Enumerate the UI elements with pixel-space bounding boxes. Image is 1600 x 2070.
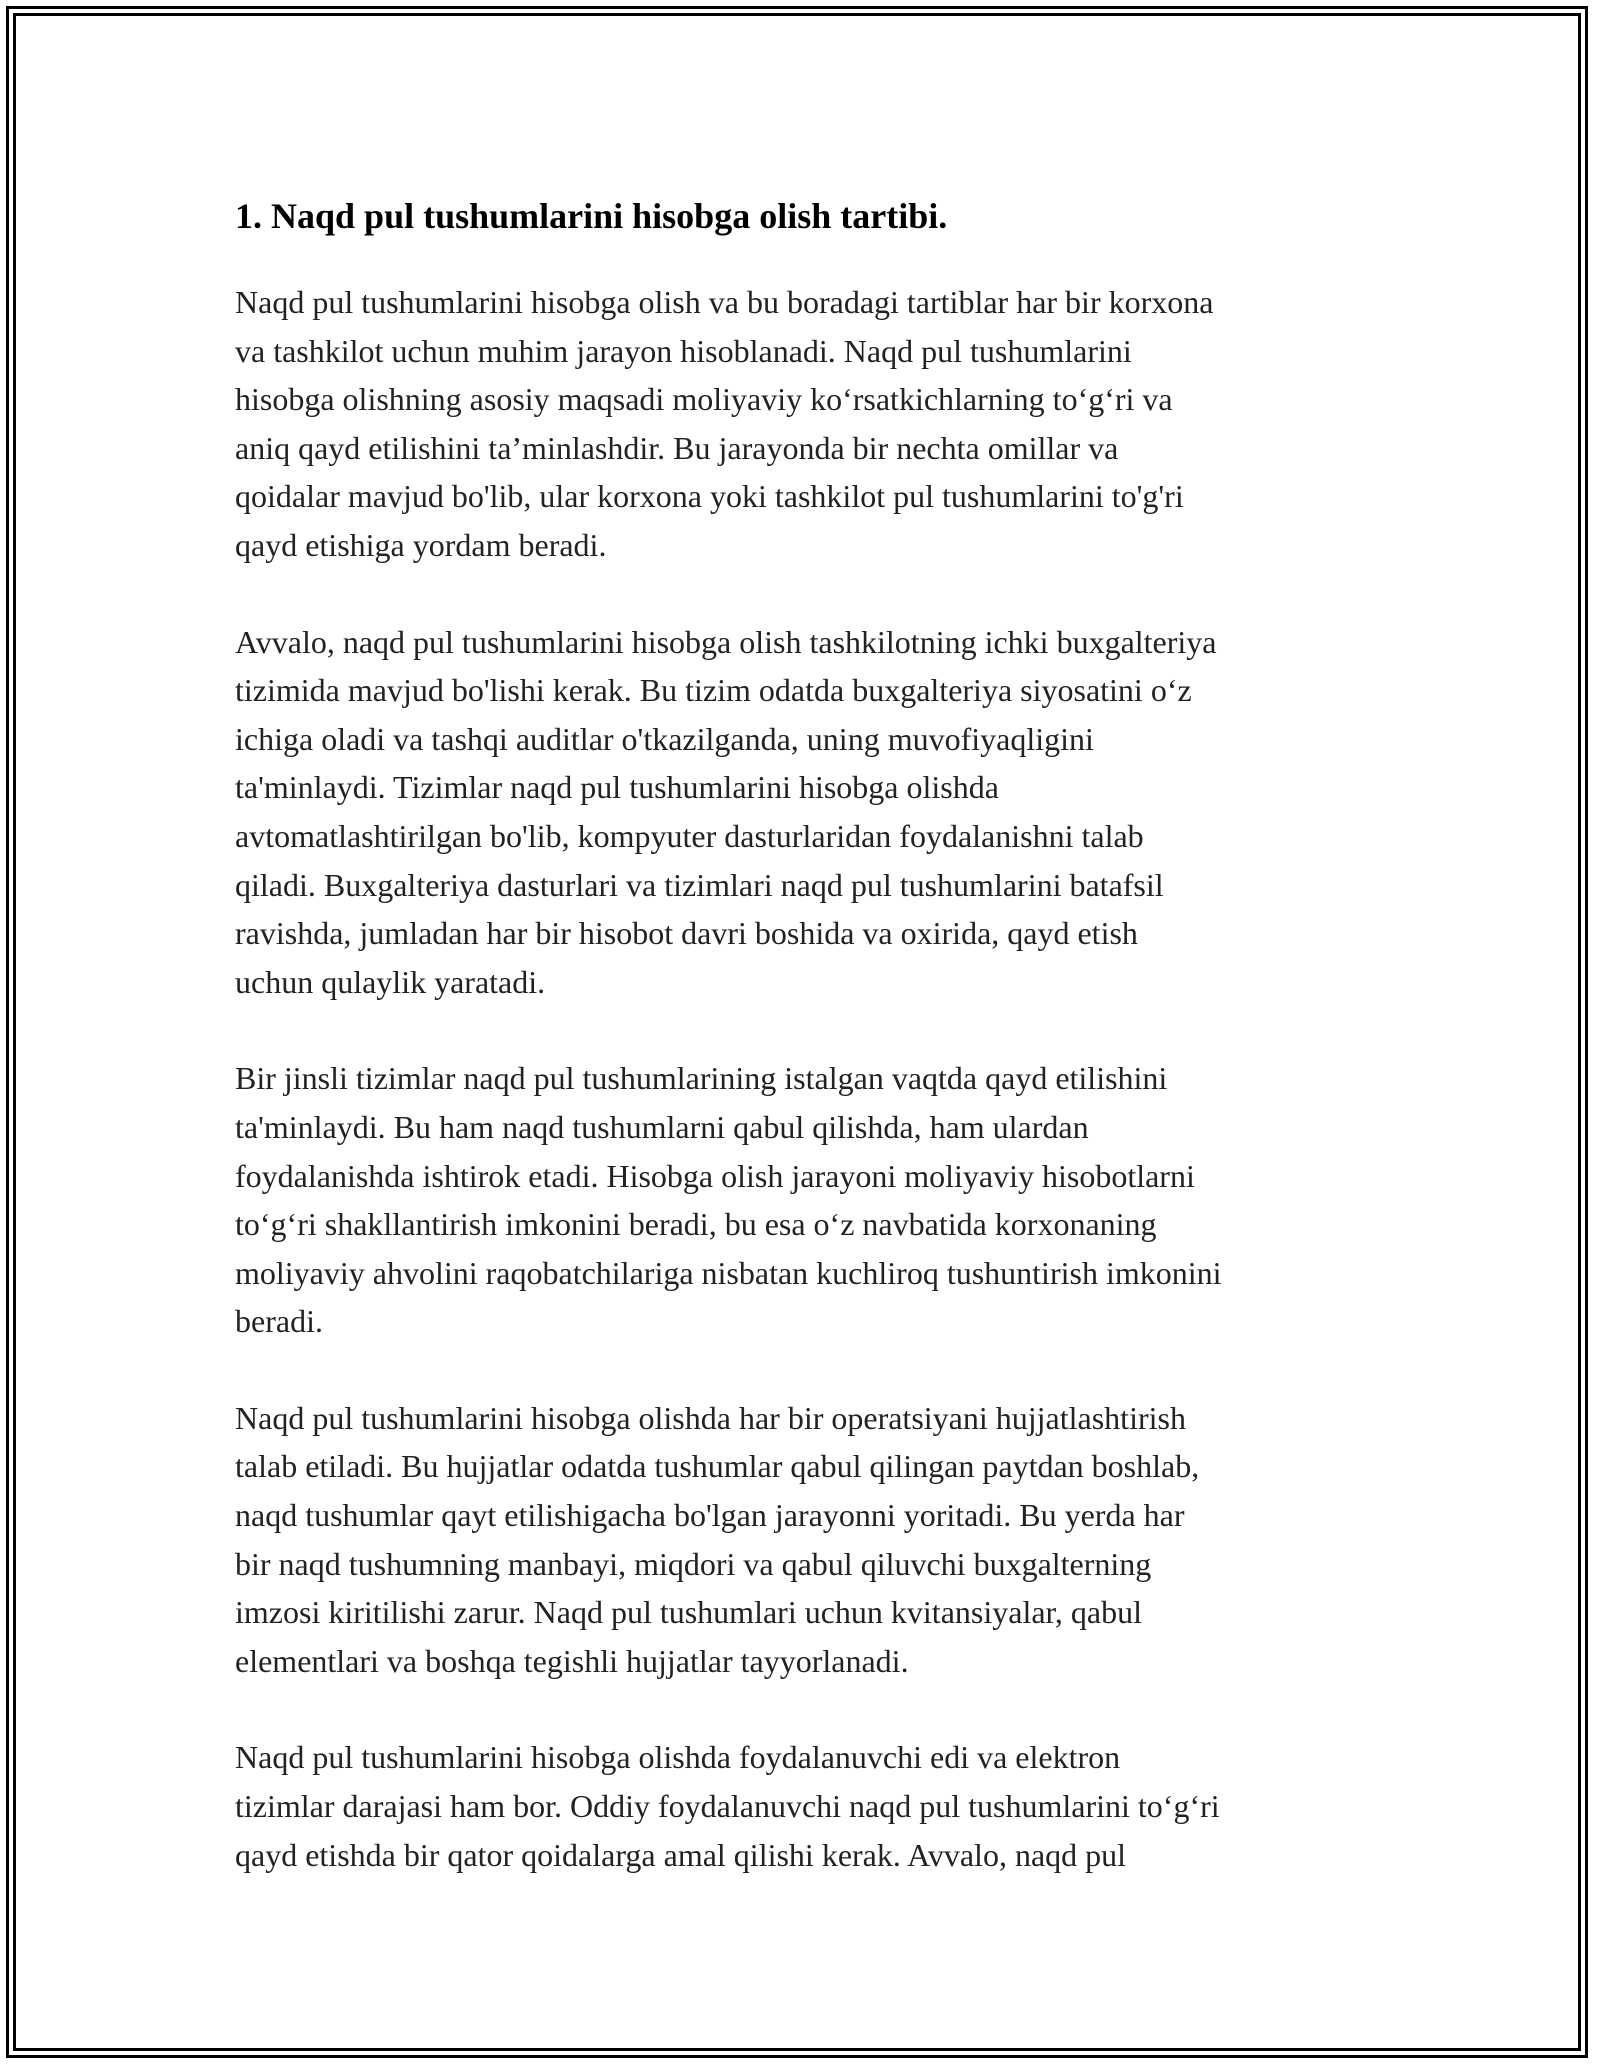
paragraph-2: Avvalo, naqd pul tushumlarini hisobga olish tashkilotning ichki buxgalteriya tizimida mavjud bo'lishi kerak. Bu tizim odatda buxgalteriya siyosatini o‘z ichiga oladi va tashqi auditlar o'tkazilganda, uning muvofiyaqligini ta'minlaydi. Tizimlar naqd pul tushumlarini hisobga olishda avtomatlashtirilgan bo'lib, kompyuter dasturlaridan foydalanishni talab qiladi. Buxgalteriya dasturlari va tizimlari naqd pul tushumlarini batafsil ravishda, jumladan har bir hisobot davri boshida va oxirida, qayd etish uchun qulaylik yaratadi. — [235, 623, 1217, 1000]
paragraph-3: Bir jinsli tizimlar naqd pul tushumlarining istalgan vaqtda qayd etilishini ta'minlaydi. Bu ham naqd tushumlarni qabul qilishda, ham ulardan foydalanishda ishtirok etadi. Hisobga olish jarayoni moliyaviy hisobotlarni to‘g‘ri shakllantirish imkonini beradi, bu esa o‘z navbatida korxonaning moliyaviy ahvolini raqobatchilariga nisbatan kuchliroq tushuntirish imkonini beradi. — [235, 1060, 1222, 1340]
document-body — [235, 188, 1375, 1927]
paragraph-5: Naqd pul tushumlarini hisobga olishda foydalanuvchi edi va elektron tizimlar darajasi ham bor. Oddiy foydalanuvchi naqd pul tushumlarini to‘g‘ri qayd etishda bir qator qoidalarga amal qilishi kerak. Avvalo, naqd pul — [235, 1739, 1220, 1873]
paragraph-4: Naqd pul tushumlarini hisobga olishda har bir operatsiyani hujjatlashtirish talab etiladi. Bu hujjatlar odatda tushumlar qabul qilingan paytdan boshlab, naqd tushumlar qayt etilishigacha bo'lgan jarayonni yoritadi. Bu yerda har bir naqd tushumning manbayi, miqdori va qabul qiluvchi buxgalterning imzosi kiritilishi zarur. Naqd pul tushumlari uchun kvitansiyalar, qabul elementlari va boshqa tegishli hujjatlar tayyorlanadi. — [235, 1399, 1200, 1679]
document-title: 1. Naqd pul tushumlarini hisobga olish tartibi. — [235, 196, 948, 236]
paragraph-1: Naqd pul tushumlarini hisobga olish va bu boradagi tartiblar har bir korxona va tashkilot uchun muhim jarayon hisoblanadi. Naqd pul tushumlarini hisobga olishning asosiy maqsadi moliyaviy ko‘rsatkichlarning to‘g‘ri va aniq qayd etilishini ta’minlashdir. Bu jarayonda bir nechta omillar va qoidalar mavjud bo'lib, ular korxona yoki tashkilot pul tushumlarini to'g'ri qayd etishiga yordam beradi. — [235, 284, 1214, 563]
